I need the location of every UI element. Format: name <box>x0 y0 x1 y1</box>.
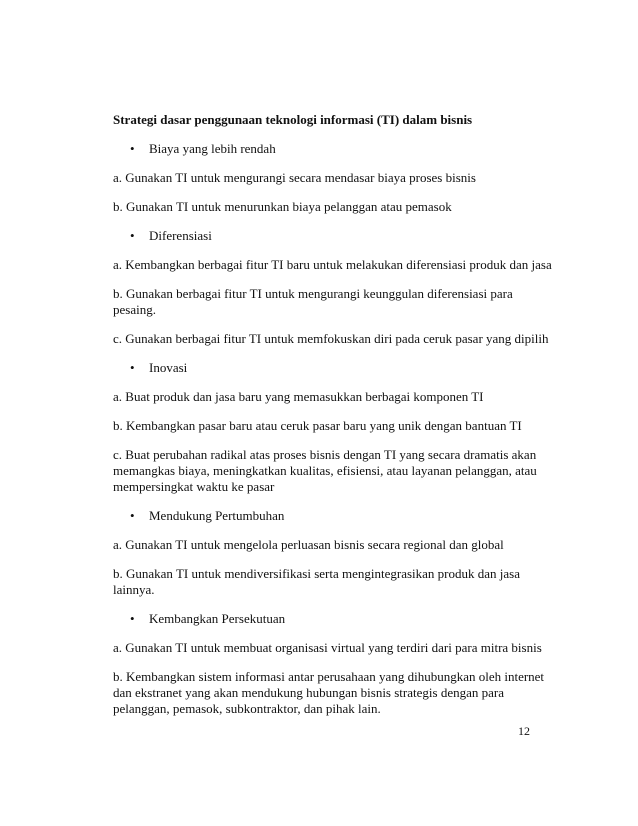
document-content <box>113 112 553 730</box>
bullet-heading <box>113 360 553 376</box>
bullet-heading-label: Diferensiasi <box>149 228 212 243</box>
page-number: 12 <box>518 724 530 738</box>
bullet-heading-label: Inovasi <box>149 360 188 375</box>
strategy-item: c. Gunakan berbagai fitur TI untuk memfokuskan diri pada ceruk pasar yang dipilih <box>113 331 549 346</box>
strategy-item: a. Buat produk dan jasa baru yang memasukkan berbagai komponen TI <box>113 389 484 404</box>
bullet-heading-label: Mendukung Pertumbuhan <box>149 508 285 523</box>
strategy-item: b. Kembangkan pasar baru atau ceruk pasar baru yang unik dengan bantuan TI <box>113 418 522 433</box>
bullet-dot-icon: • <box>130 508 135 523</box>
bullet-heading <box>113 508 553 524</box>
bullet-dot-icon: • <box>130 611 135 626</box>
document-title: Strategi dasar penggunaan teknologi informasi (TI) dalam bisnis <box>113 112 473 127</box>
bullet-dot-icon: • <box>130 141 135 156</box>
bullet-dot-icon: • <box>130 228 135 243</box>
strategy-item: b. Kembangkan sistem informasi antar perusahaan yang dihubungkan oleh internet dan ekstranet yang akan mendukung hubungan bisnis strategis dengan para pelanggan, pemasok, subkontraktor, dan pihak lain. <box>113 669 545 716</box>
strategy-item: a. Gunakan TI untuk membuat organisasi virtual yang terdiri dari para mitra bisnis <box>113 640 542 655</box>
strategy-item: c. Buat perubahan radikal atas proses bisnis dengan TI yang secara dramatis akan memangkas biaya, meningkatkan kualitas, efisiensi, atau layanan pelanggan, atau mempersingkat waktu ke pasar <box>113 447 537 494</box>
strategy-item: a. Gunakan TI untuk mengurangi secara mendasar biaya proses bisnis <box>113 170 476 185</box>
bullet-heading <box>113 611 553 627</box>
bullet-heading <box>113 141 553 157</box>
bullet-heading-label: Kembangkan Persekutuan <box>149 611 286 626</box>
bullet-heading <box>113 228 553 244</box>
strategy-item: b. Gunakan TI untuk menurunkan biaya pelanggan atau pemasok <box>113 199 452 214</box>
strategy-item: a. Gunakan TI untuk mengelola perluasan bisnis secara regional dan global <box>113 537 504 552</box>
bullet-dot-icon: • <box>130 360 135 375</box>
bullet-heading-label: Biaya yang lebih rendah <box>149 141 276 156</box>
strategy-item: b. Gunakan TI untuk mendiversifikasi serta mengintegrasikan produk dan jasa lainnya. <box>113 566 520 597</box>
strategy-item: b. Gunakan berbagai fitur TI untuk mengurangi keunggulan diferensiasi para pesaing. <box>113 286 513 317</box>
strategy-item: a. Kembangkan berbagai fitur TI baru untuk melakukan diferensiasi produk dan jasa <box>113 257 552 272</box>
